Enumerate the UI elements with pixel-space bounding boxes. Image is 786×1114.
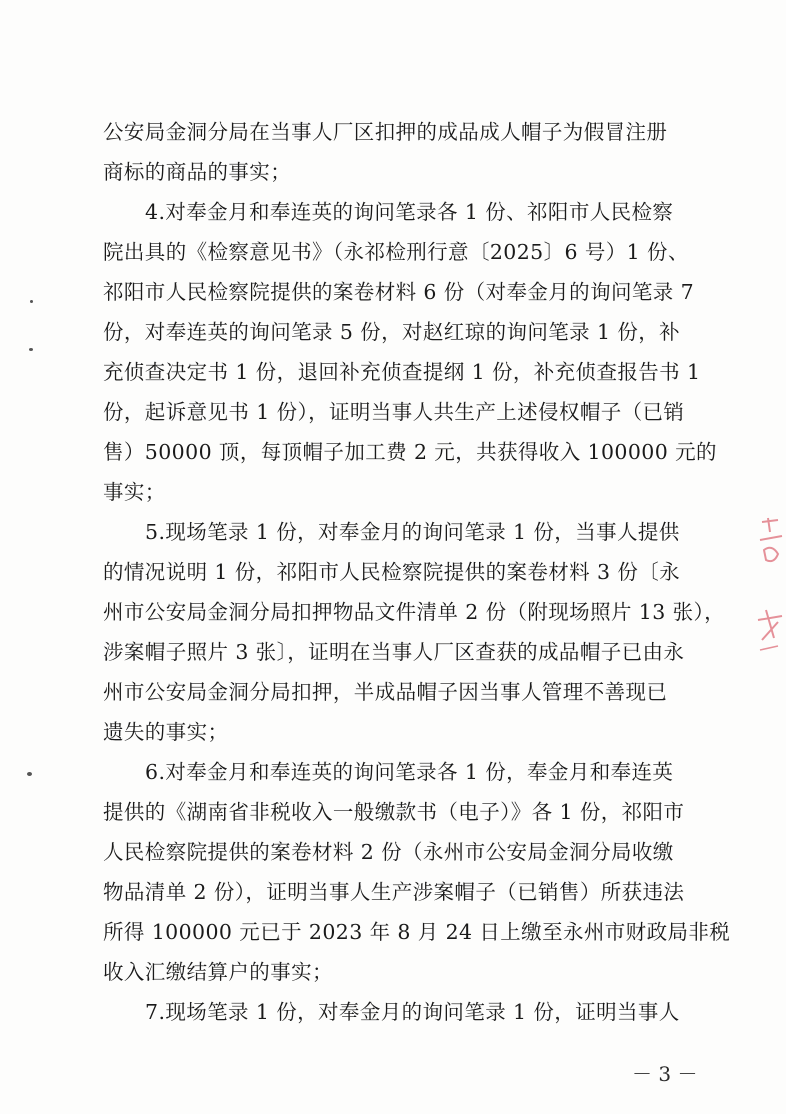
- text-line: 的情况说明 1 份，祁阳市人民检察院提供的案卷材料 3 份〔永: [103, 560, 681, 584]
- text-line: 7.现场笔录 1 份，对奉金月的询问笔录 1 份，证明当事人: [145, 1000, 680, 1024]
- text-line: 遗失的事实；: [103, 720, 229, 744]
- binding-mark: [30, 300, 33, 303]
- page-number: － 3 －: [632, 1062, 698, 1086]
- text-line: 6.对奉金月和奉连英的询问笔录各 1 份，奉金月和奉连英: [145, 760, 674, 784]
- text-line: 院出具的《检察意见书》（永祁检刑行意〔2025〕6 号）1 份、: [103, 240, 689, 264]
- binding-mark: [29, 348, 33, 351]
- binding-mark: [27, 772, 32, 776]
- text-line: 提供的《湖南省非税收入一般缴款书（电子）》各 1 份，祁阳市: [103, 800, 685, 824]
- text-line: 公安局金洞分局在当事人厂区扣押的成品成人帽子为假冒注册: [103, 120, 668, 144]
- text-line: 收入汇缴结算户的事实；: [103, 960, 333, 984]
- text-line: 4.对奉金月和奉连英的询问笔录各 1 份、祁阳市人民检察: [145, 200, 674, 224]
- text-line: 份，对奉连英的询问笔录 5 份，对赵红琼的询问笔录 1 份，补: [103, 320, 681, 344]
- text-line: 售）50000 顶，每顶帽子加工费 2 元，共获得收入 100000 元的: [103, 440, 717, 464]
- text-line: 物品清单 2 份），证明当事人生产涉案帽子（已销售）所获违法: [103, 880, 685, 904]
- text-line: 人民检察院提供的案卷材料 2 份（永州市公安局金洞分局收缴: [103, 840, 674, 864]
- text-line: 份，起诉意见书 1 份），证明当事人共生产上述侵权帽子（已销: [103, 400, 685, 424]
- text-line: 商标的商品的事实；: [103, 160, 292, 184]
- text-line: 5.现场笔录 1 份，对奉金月的询问笔录 1 份，当事人提供: [145, 520, 680, 544]
- text-line: 州市公安局金洞分局扣押，半成品帽子因当事人管理不善现已: [103, 680, 668, 704]
- text-line: 涉案帽子照片 3 张〕，证明在当事人厂区查获的成品帽子已由永: [103, 640, 685, 664]
- text-line: 祁阳市人民检察院提供的案卷材料 6 份（对奉金月的询问笔录 7: [103, 280, 695, 304]
- text-line: 事实；: [103, 480, 166, 504]
- text-line: 充侦查决定书 1 份，退回补充侦查提纲 1 份，补充侦查报告书 1: [103, 360, 701, 384]
- seal-stamp-fragment: [748, 510, 786, 660]
- text-line: 州市公安局金洞分局扣押物品文件清单 2 份（附现场照片 13 张），: [103, 600, 726, 624]
- text-line: 所得 100000 元已于 2023 年 8 月 24 日上缴至永州市财政局非税: [103, 920, 731, 944]
